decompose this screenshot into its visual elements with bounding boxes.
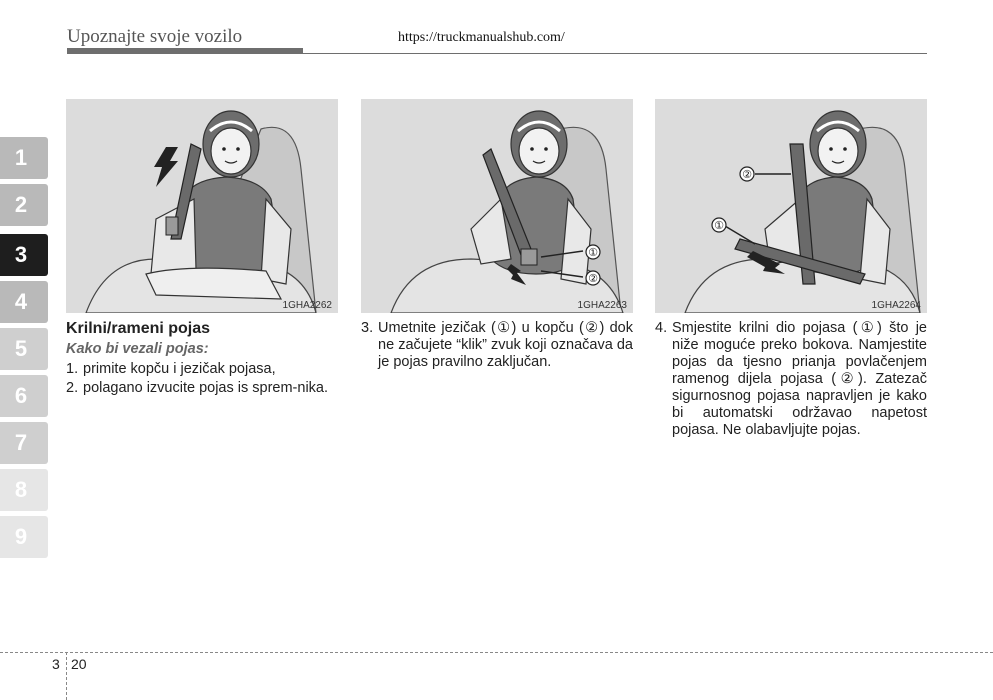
- step-number: 3.: [361, 320, 374, 336]
- figure-code: 1GHA2263: [577, 300, 627, 311]
- chapter-tab-3[interactable]: [0, 234, 48, 276]
- chapter-tab-6[interactable]: [0, 375, 48, 417]
- illustration-woman-buckling: [361, 99, 633, 313]
- step-text: polagano izvucite pojas is sprem-nika.: [83, 380, 329, 396]
- chapter-tab-label: 5: [14, 336, 28, 361]
- illustration-woman-adjusting-belt: [655, 99, 927, 313]
- chapter-tab-7[interactable]: [0, 422, 48, 464]
- figure-insert-tongue: [361, 99, 633, 313]
- chapter-tab-8[interactable]: [0, 469, 48, 511]
- callout-2: ②: [742, 168, 752, 181]
- figure-adjust-lap: [655, 99, 927, 313]
- footer-rule: [0, 652, 993, 653]
- header-url: https://truckmanualshub.com/: [398, 30, 565, 45]
- list-item: [361, 320, 633, 371]
- callout-2: ②: [588, 272, 598, 285]
- text-column-3: [655, 318, 927, 441]
- list-item: [66, 361, 338, 378]
- illustration-woman-pulling-belt: [66, 99, 338, 313]
- list-item: [655, 320, 927, 439]
- chapter-tab-1[interactable]: [0, 137, 48, 179]
- callout-1: ①: [588, 246, 598, 259]
- section-title: Krilni/rameni pojas: [66, 320, 211, 337]
- chapter-tab-9[interactable]: [0, 516, 48, 558]
- header-rule: [67, 53, 927, 54]
- step-text: Smjestite krilni dio pojasa (①) što je niže moguće preko bokova. Namjestite pojas da tjesno prianja povlačenjem ramenog dijela pojasa (②). Zatezač sigurnosnog pojasa napravljen je kako bi automatski održavao napetost pojasa. Ne olabavljujte pojas.: [672, 320, 927, 438]
- chapter-tab-label: 1: [14, 145, 28, 170]
- step-number: 4.: [655, 320, 668, 336]
- chapter-tab-label: 7: [14, 430, 28, 455]
- step-text: Umetnite jezičak (①) u kopču (②) dok ne začujete “klik” zvuk koji označava da je pojas pravilno zaključan.: [378, 320, 633, 370]
- page-number: 20: [71, 656, 87, 672]
- figure-code: 1GHA2262: [282, 300, 332, 311]
- list-item: [66, 380, 338, 397]
- text-column-2: [361, 318, 633, 373]
- chapter-tab-2[interactable]: [0, 184, 48, 226]
- page-section-number: 3: [52, 656, 60, 672]
- chapter-tab-4[interactable]: [0, 281, 48, 323]
- step-number: 1.: [66, 361, 79, 377]
- figure-pull-belt: [66, 99, 338, 313]
- chapter-tab-label: 3: [14, 242, 28, 267]
- text-column-1: [66, 318, 338, 399]
- chapter-tab-label: 2: [14, 192, 28, 217]
- callout-1: ①: [714, 219, 724, 232]
- chapter-tab-label: 8: [14, 477, 28, 502]
- running-header-title: Upoznajte svoje vozilo: [67, 26, 243, 47]
- chapter-tab-label: 9: [14, 524, 28, 549]
- footer-divider: [66, 652, 67, 700]
- chapter-tab-label: 6: [14, 383, 28, 408]
- chapter-tab-label: 4: [14, 289, 28, 314]
- step-text: primite kopču i jezičak pojasa,: [83, 361, 276, 377]
- step-number: 2.: [66, 380, 79, 396]
- subtitle: Kako bi vezali pojas:: [66, 341, 209, 357]
- chapter-tab-5[interactable]: [0, 328, 48, 370]
- figure-code: 1GHA2264: [871, 300, 921, 311]
